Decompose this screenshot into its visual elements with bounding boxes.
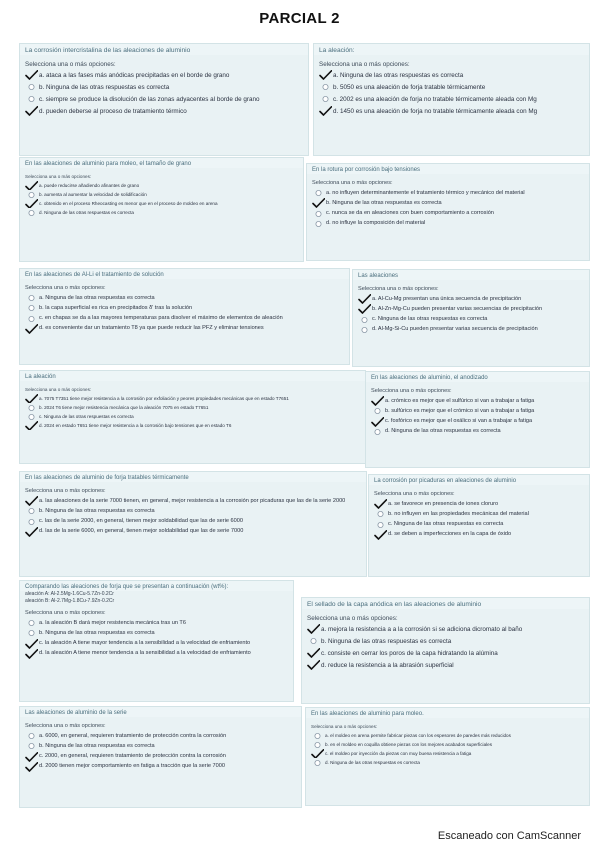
- page-title: PARCIAL 2: [259, 10, 340, 27]
- answer-option-label: c. consiste en cerrar los poros de la capa hidratando la alúmina: [321, 650, 498, 658]
- answer-option[interactable]: [25, 106, 304, 118]
- question-card: [306, 163, 590, 261]
- radio-icon[interactable]: [374, 509, 387, 519]
- checkmark-icon[interactable]: [319, 106, 332, 116]
- question-card: [352, 269, 590, 367]
- answer-option[interactable]: [25, 324, 345, 334]
- answer-option-label: c. la aleación A tiene mayor tendencia a la sensibilidad a la velocidad de enfriamiento: [39, 640, 251, 647]
- select-prompt: Selecciona una o más opciones:: [319, 60, 410, 68]
- answer-option-label: c. Ninguna de las otras respuestas es correcta: [388, 521, 504, 528]
- radio-icon[interactable]: [319, 82, 332, 92]
- checkmark-icon[interactable]: [25, 106, 38, 116]
- answer-option[interactable]: [25, 421, 361, 430]
- answer-option-label: a. 7075 T7351 tiene mejor resistencia a la corrosión por exfoliación y peores propiedades mecánicas que en estado T7651: [39, 395, 289, 401]
- select-prompt: Selecciona una o más opciones:: [374, 491, 455, 498]
- select-prompt: Selecciona una o más opciones:: [25, 723, 106, 730]
- question-card: [365, 371, 590, 468]
- question-card: [19, 706, 302, 808]
- radio-icon[interactable]: [371, 427, 384, 437]
- answer-option-label: a. las aleaciones de la serie 7000 tienen, en general, mejor resistencia a la corrosión por picaduras que las de la serie 2000: [39, 497, 346, 504]
- options-list: [314, 70, 589, 119]
- checkmark-icon[interactable]: [25, 649, 38, 659]
- answer-option-label: b. Ninguna de las otras respuestas es correcta: [326, 199, 442, 206]
- select-prompt: Selecciona una o más opciones:: [25, 488, 106, 495]
- answer-option-label: b. 2024 T6 tiene mejor resistencia mecánica que la aleación 7075 en estado T7651: [39, 404, 209, 410]
- radio-icon[interactable]: [319, 94, 332, 104]
- question-title: La corrosión por picaduras en aleaciones de aluminio: [369, 475, 589, 485]
- answer-option[interactable]: [312, 209, 585, 219]
- question-title: Las aleaciones de aluminio de la serie: [20, 707, 301, 717]
- checkmark-icon[interactable]: [307, 648, 320, 658]
- radio-icon[interactable]: [25, 314, 38, 324]
- radio-icon[interactable]: [312, 209, 325, 219]
- question-title: En la rotura por corrosión bajo tensiones: [307, 164, 589, 174]
- select-prompt: Selecciona una o más opciones:: [358, 286, 439, 293]
- answer-option-label: a. Al-Cu-Mg presentan una única secuencia de precipitación: [372, 295, 522, 302]
- answer-option[interactable]: [25, 517, 362, 527]
- answer-option-label: d. 2000 tienen mejor comportamiento en fatiga a tracción que la serie 7000: [39, 763, 225, 770]
- question-title: Comparando las aleaciones de forja que se presentan a continuación (wt%):: [20, 581, 293, 591]
- radio-icon[interactable]: [25, 82, 38, 92]
- radio-icon[interactable]: [25, 293, 38, 303]
- answer-option-label: a. crómico es mejor que el sulfúrico si van a trabajar a fatiga: [385, 397, 535, 404]
- radio-icon[interactable]: [25, 208, 38, 217]
- question-card: [305, 707, 590, 806]
- answer-option[interactable]: [25, 293, 345, 303]
- answer-option[interactable]: [358, 294, 585, 304]
- answer-option-label: a. ataca a las fases más anódicas precipitadas en el borde de grano: [39, 71, 230, 79]
- radio-icon[interactable]: [358, 325, 371, 335]
- question-title: En las aleaciones de Al-Li el tratamiento de solución: [20, 269, 349, 279]
- answer-option[interactable]: [25, 639, 289, 649]
- checkmark-icon[interactable]: [319, 70, 332, 80]
- answer-option-label: a. Ninguna de las otras respuestas es correcta: [333, 71, 464, 79]
- question-title: Las aleaciones: [353, 270, 589, 280]
- answer-option[interactable]: [371, 417, 585, 427]
- question-card: [19, 268, 350, 365]
- answer-option-label: b. 5050 es una aleación de forja tratable térmicamente: [333, 84, 486, 92]
- answer-option-label: d. no influye la composición del material: [326, 220, 426, 227]
- checkmark-icon[interactable]: [358, 294, 371, 304]
- answer-option[interactable]: [312, 219, 585, 229]
- answer-option[interactable]: [25, 394, 361, 403]
- radio-icon[interactable]: [25, 94, 38, 104]
- answer-option-label: c. obtenido en el proceso Rheocasting es menor que en el proceso de moldeo en arena: [39, 200, 218, 206]
- radio-icon[interactable]: [311, 731, 324, 740]
- answer-option[interactable]: [25, 94, 304, 106]
- options-list: [20, 618, 293, 659]
- checkmark-icon[interactable]: [25, 752, 38, 762]
- radio-icon[interactable]: [374, 520, 387, 530]
- answer-option[interactable]: [25, 208, 299, 217]
- select-prompt: Selecciona una o más opciones:: [371, 388, 452, 395]
- answer-option-label: d. Al-Mg-Si-Cu pueden presentar varias secuencia de precipitación: [372, 326, 538, 333]
- answer-option[interactable]: [319, 82, 585, 94]
- question-card: [301, 597, 590, 704]
- answer-option[interactable]: [25, 82, 304, 94]
- answer-option[interactable]: [25, 303, 345, 313]
- checkmark-icon[interactable]: [25, 181, 38, 190]
- radio-icon[interactable]: [371, 406, 384, 416]
- question-title: En las aleaciones de aluminio de forja tratables térmicamente: [20, 472, 366, 482]
- radio-icon[interactable]: [25, 731, 38, 741]
- checkmark-icon[interactable]: [25, 199, 38, 208]
- answer-option-label: d. la aleación A tiene menor tendencia a la sensibilidad a la velocidad de enfriamiento: [39, 650, 251, 657]
- answer-option-label: c. Ninguna de las otras respuestas es correcta: [39, 413, 134, 419]
- scanner-watermark: Escaneado con CamScanner: [437, 830, 581, 842]
- select-prompt: Selecciona una o más opciones:: [307, 614, 398, 622]
- options-list: [302, 624, 589, 673]
- answer-option-label: c. el moldeo por inyección da piezas con muy buena resistencia a fatiga: [325, 750, 472, 756]
- answer-option[interactable]: [307, 636, 585, 648]
- answer-option[interactable]: [25, 649, 289, 659]
- options-list: [366, 396, 589, 437]
- radio-icon[interactable]: [25, 190, 38, 199]
- options-list: [20, 496, 366, 537]
- options-list: [20, 70, 308, 119]
- answer-option-label: a. 6000, en general, requieren tratamiento de protección contra la corrosión: [39, 732, 227, 739]
- question-card: [313, 43, 590, 156]
- answer-option[interactable]: [25, 628, 289, 638]
- answer-option-label: d. las de la serie 6000, en general, tienen mejor soldabilidad que las de serie 7000: [39, 528, 244, 535]
- answer-option[interactable]: [307, 660, 585, 672]
- question-title: En las aleaciones de aluminio, el anodizado: [366, 372, 589, 382]
- checkmark-icon[interactable]: [25, 421, 38, 430]
- checkmark-icon[interactable]: [374, 530, 387, 540]
- answer-option[interactable]: [319, 106, 585, 118]
- answer-option[interactable]: [25, 762, 297, 772]
- checkmark-icon[interactable]: [371, 396, 384, 406]
- checkmark-icon[interactable]: [25, 394, 38, 403]
- answer-option[interactable]: [25, 618, 289, 628]
- answer-option[interactable]: [311, 731, 585, 740]
- answer-option[interactable]: [25, 314, 345, 324]
- select-prompt: Selecciona una o más opciones:: [25, 285, 106, 292]
- radio-icon[interactable]: [358, 315, 371, 325]
- checkmark-icon[interactable]: [307, 660, 320, 670]
- answer-option-label: a. puede reducirse añadiendo afinantes de grano: [39, 182, 140, 188]
- select-prompt: Selecciona una o más opciones:: [25, 60, 116, 68]
- answer-option-label: b. la capa superficial es rica en precipitados δ' tras la solución: [39, 304, 193, 311]
- answer-option-label: d. Ninguna de las otras respuestas es correcta: [325, 759, 420, 765]
- answer-option[interactable]: [25, 412, 361, 421]
- question-card: [19, 370, 366, 464]
- options-list: [20, 293, 349, 334]
- answer-option-label: b. Ninguna de las otras respuestas es correcta: [39, 84, 170, 92]
- answer-option-label: b. Ninguna de las otras respuestas es correcta: [39, 629, 155, 636]
- answer-option-label: c. en chapas se da a las mayores temperaturas para disolver el máximo de elementos de aleación: [39, 315, 283, 322]
- radio-icon[interactable]: [25, 618, 38, 628]
- question-subtext: aleación A: Al-2.5Mg-1.6Cu-5.7Zn-0.2Cr aleación B: Al-2.7Mg-1.8Cu-7.9Zn-0.2Cr: [25, 591, 115, 604]
- checkmark-icon[interactable]: [25, 496, 38, 506]
- answer-option-label: c. nunca se da en aleaciones con buen comportamiento a corrosión: [326, 210, 494, 217]
- options-list: [307, 188, 589, 229]
- answer-option-label: b. sulfúrico es mejor que el crómico si van a trabajar a fatiga: [385, 407, 535, 414]
- answer-option[interactable]: [374, 499, 585, 509]
- radio-icon[interactable]: [25, 506, 38, 516]
- answer-option-label: d. Ninguna de las otras respuestas es correcta: [39, 209, 134, 215]
- answer-option-label: d. pueden deberse al proceso de tratamiento térmico: [39, 108, 187, 116]
- answer-option-label: b. Ninguna de las otras respuestas es correcta: [321, 638, 452, 646]
- answer-option-label: d. es conveniente dar un tratamiento T8 ya que puede reducir las PFZ y eliminar tensiones: [39, 325, 264, 332]
- answer-option[interactable]: [371, 396, 585, 406]
- answer-option[interactable]: [311, 740, 585, 749]
- select-prompt: Selecciona una o más opciones:: [25, 610, 106, 617]
- answer-option-label: c. 2002 es una aleación de forja no tratable térmicamente aleada con Mg: [333, 96, 537, 104]
- options-list: [369, 499, 589, 540]
- radio-icon[interactable]: [311, 758, 324, 767]
- answer-option-label: b. aumenta al aumentar la velocidad de solidificación: [39, 191, 147, 197]
- answer-option[interactable]: [25, 741, 297, 751]
- answer-option[interactable]: [319, 70, 585, 82]
- answer-option[interactable]: [25, 403, 361, 412]
- checkmark-icon[interactable]: [374, 499, 387, 509]
- question-title: En las aleaciones de aluminio para moleo.: [306, 708, 589, 718]
- answer-option[interactable]: [374, 520, 585, 530]
- answer-option-label: d. se deben a imperfecciones en la capa de óxido: [388, 531, 512, 538]
- answer-option-label: d. Ninguna de las otras respuestas es correcta: [385, 428, 501, 435]
- radio-icon[interactable]: [311, 740, 324, 749]
- answer-option-label: a. la aleación B dará mejor resistencia mecánica tras un T6: [39, 619, 186, 626]
- answer-option-label: c. 2000, en general, requieren tratamiento de protección contra la corrosión: [39, 753, 226, 760]
- answer-option-label: b. Al-Zn-Mg-Cu pueden presentar varias secuencias de precipitación: [372, 305, 543, 312]
- answer-option[interactable]: [25, 527, 362, 537]
- answer-option-label: d. 1450 es una aleación de forja no tratable térmicamente aleada con Mg: [333, 108, 538, 116]
- answer-option[interactable]: [358, 304, 585, 314]
- question-card: [19, 471, 367, 577]
- answer-option[interactable]: [307, 624, 585, 636]
- answer-option[interactable]: [311, 758, 585, 767]
- question-card: [19, 580, 294, 702]
- answer-option[interactable]: [25, 752, 297, 762]
- checkmark-icon[interactable]: [307, 624, 320, 634]
- answer-option[interactable]: [25, 181, 299, 190]
- answer-option[interactable]: [25, 506, 362, 516]
- checkmark-icon[interactable]: [312, 198, 325, 208]
- checkmark-icon[interactable]: [25, 527, 38, 537]
- question-title: La aleación:: [314, 44, 589, 55]
- radio-icon[interactable]: [25, 303, 38, 313]
- question-title: La corrosión intercristalina de las aleaciones de aluminio: [20, 44, 308, 55]
- answer-option[interactable]: [312, 188, 585, 198]
- select-prompt: Selecciona una o más opciones:: [312, 180, 393, 187]
- answer-option-label: b. Ninguna de las otras respuestas es correcta: [39, 507, 155, 514]
- checkmark-icon[interactable]: [25, 639, 38, 649]
- checkmark-icon[interactable]: [25, 762, 38, 772]
- checkmark-icon[interactable]: [358, 304, 371, 314]
- question-title: En las aleaciones de aluminio para moleo, el tamaño de grano: [20, 158, 303, 168]
- answer-option-label: b. no influyen en las propiedades mecánicas del material: [388, 510, 529, 517]
- radio-icon[interactable]: [312, 219, 325, 229]
- radio-icon[interactable]: [312, 188, 325, 198]
- answer-option[interactable]: [25, 731, 297, 741]
- options-list: [20, 731, 301, 772]
- answer-option-label: d. 2024 en estado T651 tiene mejor resistencia a la corrosión bajo tensiones que en estado T6: [39, 422, 232, 428]
- checkmark-icon[interactable]: [25, 324, 38, 334]
- answer-option-label: b. Ninguna de las otras respuestas es correcta: [39, 742, 155, 749]
- answer-option[interactable]: [358, 325, 585, 335]
- question-card: [19, 157, 304, 262]
- answer-option[interactable]: [374, 530, 585, 540]
- options-list: [353, 294, 589, 335]
- answer-option-label: a. Ninguna de las otras respuestas es correcta: [39, 294, 155, 301]
- checkmark-icon[interactable]: [311, 749, 324, 758]
- answer-option[interactable]: [358, 315, 585, 325]
- radio-icon[interactable]: [25, 403, 38, 412]
- answer-option-label: a. el moldeo en arena permite fabricar piezas con los espesores de paredes más reducidos: [325, 732, 511, 738]
- answer-option[interactable]: [312, 198, 585, 208]
- answer-option[interactable]: [25, 190, 299, 199]
- answer-option[interactable]: [307, 648, 585, 660]
- question-title: El sellado de la capa anódica en las aleaciones de aluminio: [302, 598, 589, 609]
- question-card: [19, 43, 309, 156]
- answer-option[interactable]: [25, 70, 304, 82]
- answer-option-label: b. en el moldeo en coquilla obtiene piezas con los mejores acabados superficiales: [325, 741, 493, 747]
- answer-option[interactable]: [25, 496, 362, 506]
- answer-option[interactable]: [371, 406, 585, 416]
- question-card: [368, 474, 590, 577]
- radio-icon[interactable]: [25, 741, 38, 751]
- radio-icon[interactable]: [307, 636, 320, 646]
- answer-option-label: c. Ninguna de las otras respuestas es correcta: [372, 316, 488, 323]
- radio-icon[interactable]: [25, 628, 38, 638]
- answer-option-label: c. fosfórico es mejor que el oxálico si van a trabajar a fatiga: [385, 418, 533, 425]
- options-list: [306, 731, 589, 767]
- answer-option-label: c. las de la serie 2000, en general, tienen mejor soldabilidad que las de serie 6000: [39, 518, 243, 525]
- answer-option-label: d. reduce la resistencia a la abrasión superficial: [321, 662, 454, 670]
- options-list: [20, 394, 365, 430]
- select-prompt: Selecciona una o más opciones:: [25, 387, 92, 393]
- answer-option-label: a. mejora la resistencia a a la corrosión si se adiciona dicromato al baño: [321, 625, 523, 633]
- radio-icon[interactable]: [25, 412, 38, 421]
- answer-option-label: c. siempre se produce la disolución de las zonas adyacentes al borde de grano: [39, 96, 260, 104]
- select-prompt: Selecciona una o más opciones:: [311, 724, 378, 730]
- checkmark-icon[interactable]: [25, 70, 38, 80]
- options-list: [20, 181, 303, 217]
- answer-option-label: a. se favorece en presencia de iones cloruro: [388, 500, 499, 507]
- radio-icon[interactable]: [25, 517, 38, 527]
- answer-option-label: a. no influyen determinantemente el tratamiento térmico y mecánico del material: [326, 189, 525, 196]
- answer-option[interactable]: [319, 94, 585, 106]
- answer-option[interactable]: [25, 199, 299, 208]
- checkmark-icon[interactable]: [371, 417, 384, 427]
- answer-option[interactable]: [371, 427, 585, 437]
- select-prompt: Selecciona una o más opciones:: [25, 174, 92, 180]
- answer-option[interactable]: [374, 509, 585, 519]
- answer-option[interactable]: [311, 749, 585, 758]
- question-title: La aleación: [20, 371, 365, 381]
